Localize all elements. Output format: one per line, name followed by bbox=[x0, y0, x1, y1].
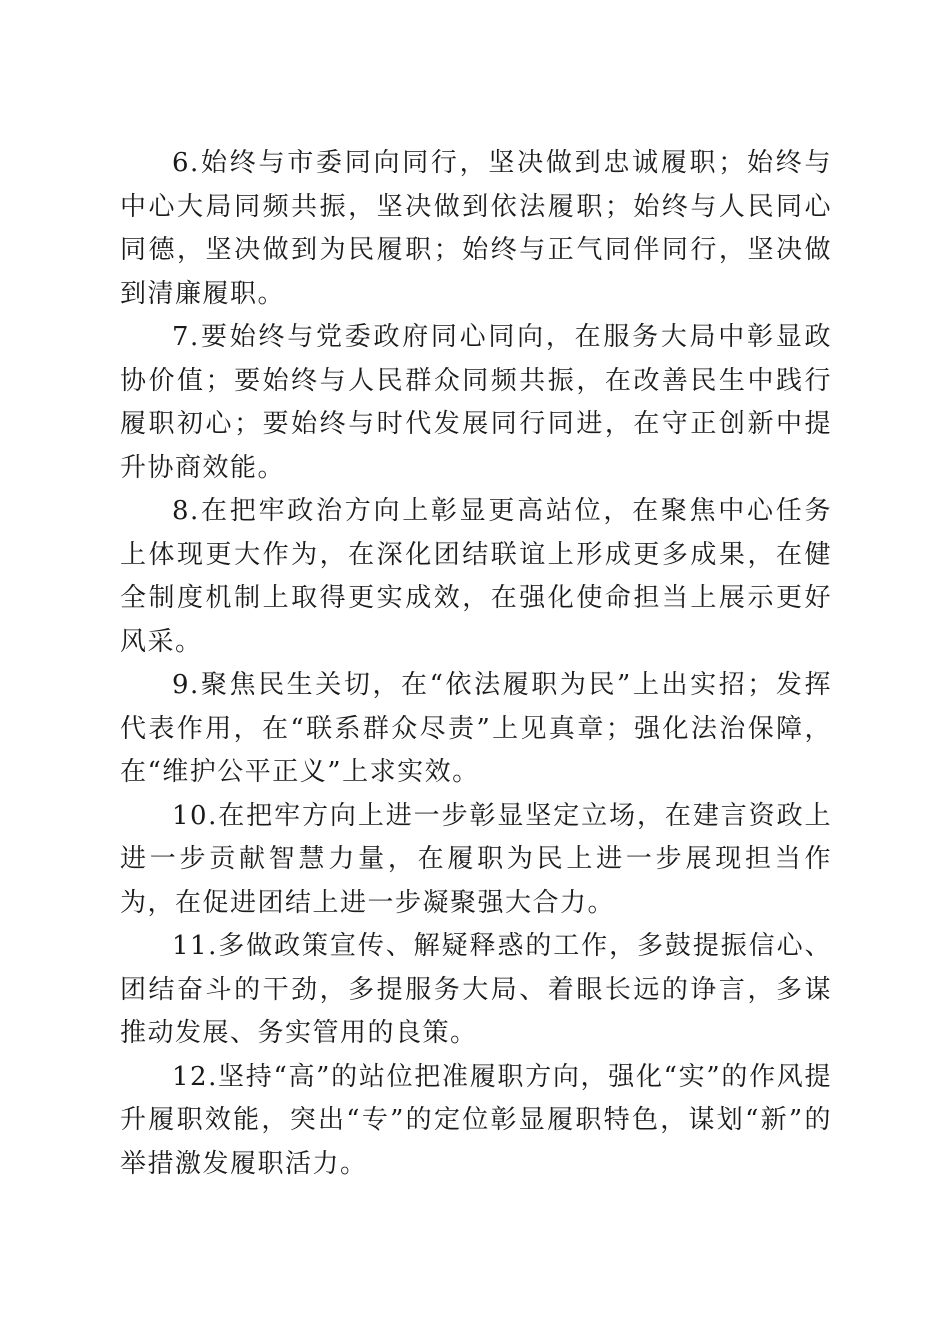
paragraph-11: 11.多做政策宣传、解疑释惑的工作，多鼓提振信心、团结奋斗的干劲，多提服务大局、着眼长远的诤言，多谋推动发展、务实管用的良策。 bbox=[120, 931, 832, 1048]
paragraph-10: 10.在把牢方向上进一步彰显坚定立场，在建言资政上进一步贡献智慧力量，在履职为民上进一步展现担当作为，在促进团结上进一步凝聚强大合力。 bbox=[120, 800, 832, 918]
paragraph-6: 6.始终与市委同向同行，坚决做到忠诚履职；始终与中心大局同频共振，坚决做到依法履职；始终与人民同心同德，坚决做到为民履职；始终与正气同伴同行，坚决做到清廉履职。 bbox=[120, 148, 832, 309]
paragraph-9: 9.聚焦民生关切，在“依法履职为民”上出实招；发挥代表作用，在“联系群众尽责”上见真章；强化法治保障，在“维护公平正义”上求实效。 bbox=[120, 670, 832, 787]
paragraph-7: 7.要始终与党委政府同心同向，在服务大局中彰显政协价值；要始终与人民群众同频共振，在改善民生中践行履职初心；要始终与时代发展同行同进，在守正创新中提升协商效能。 bbox=[120, 322, 832, 483]
paragraph-8: 8.在把牢政治方向上彰显更高站位，在聚焦中心任务上体现更大作为，在深化团结联谊上形成更多成果，在健全制度机制上取得更实成效，在强化使命担当上展示更好风采。 bbox=[120, 496, 832, 657]
paragraph-12: 12.坚持“高”的站位把准履职方向，强化“实”的作风提升履职效能，突出“专”的定位彰显履职特色，谋划“新”的举措激发履职活力。 bbox=[120, 1061, 832, 1179]
document-body bbox=[120, 142, 832, 1186]
